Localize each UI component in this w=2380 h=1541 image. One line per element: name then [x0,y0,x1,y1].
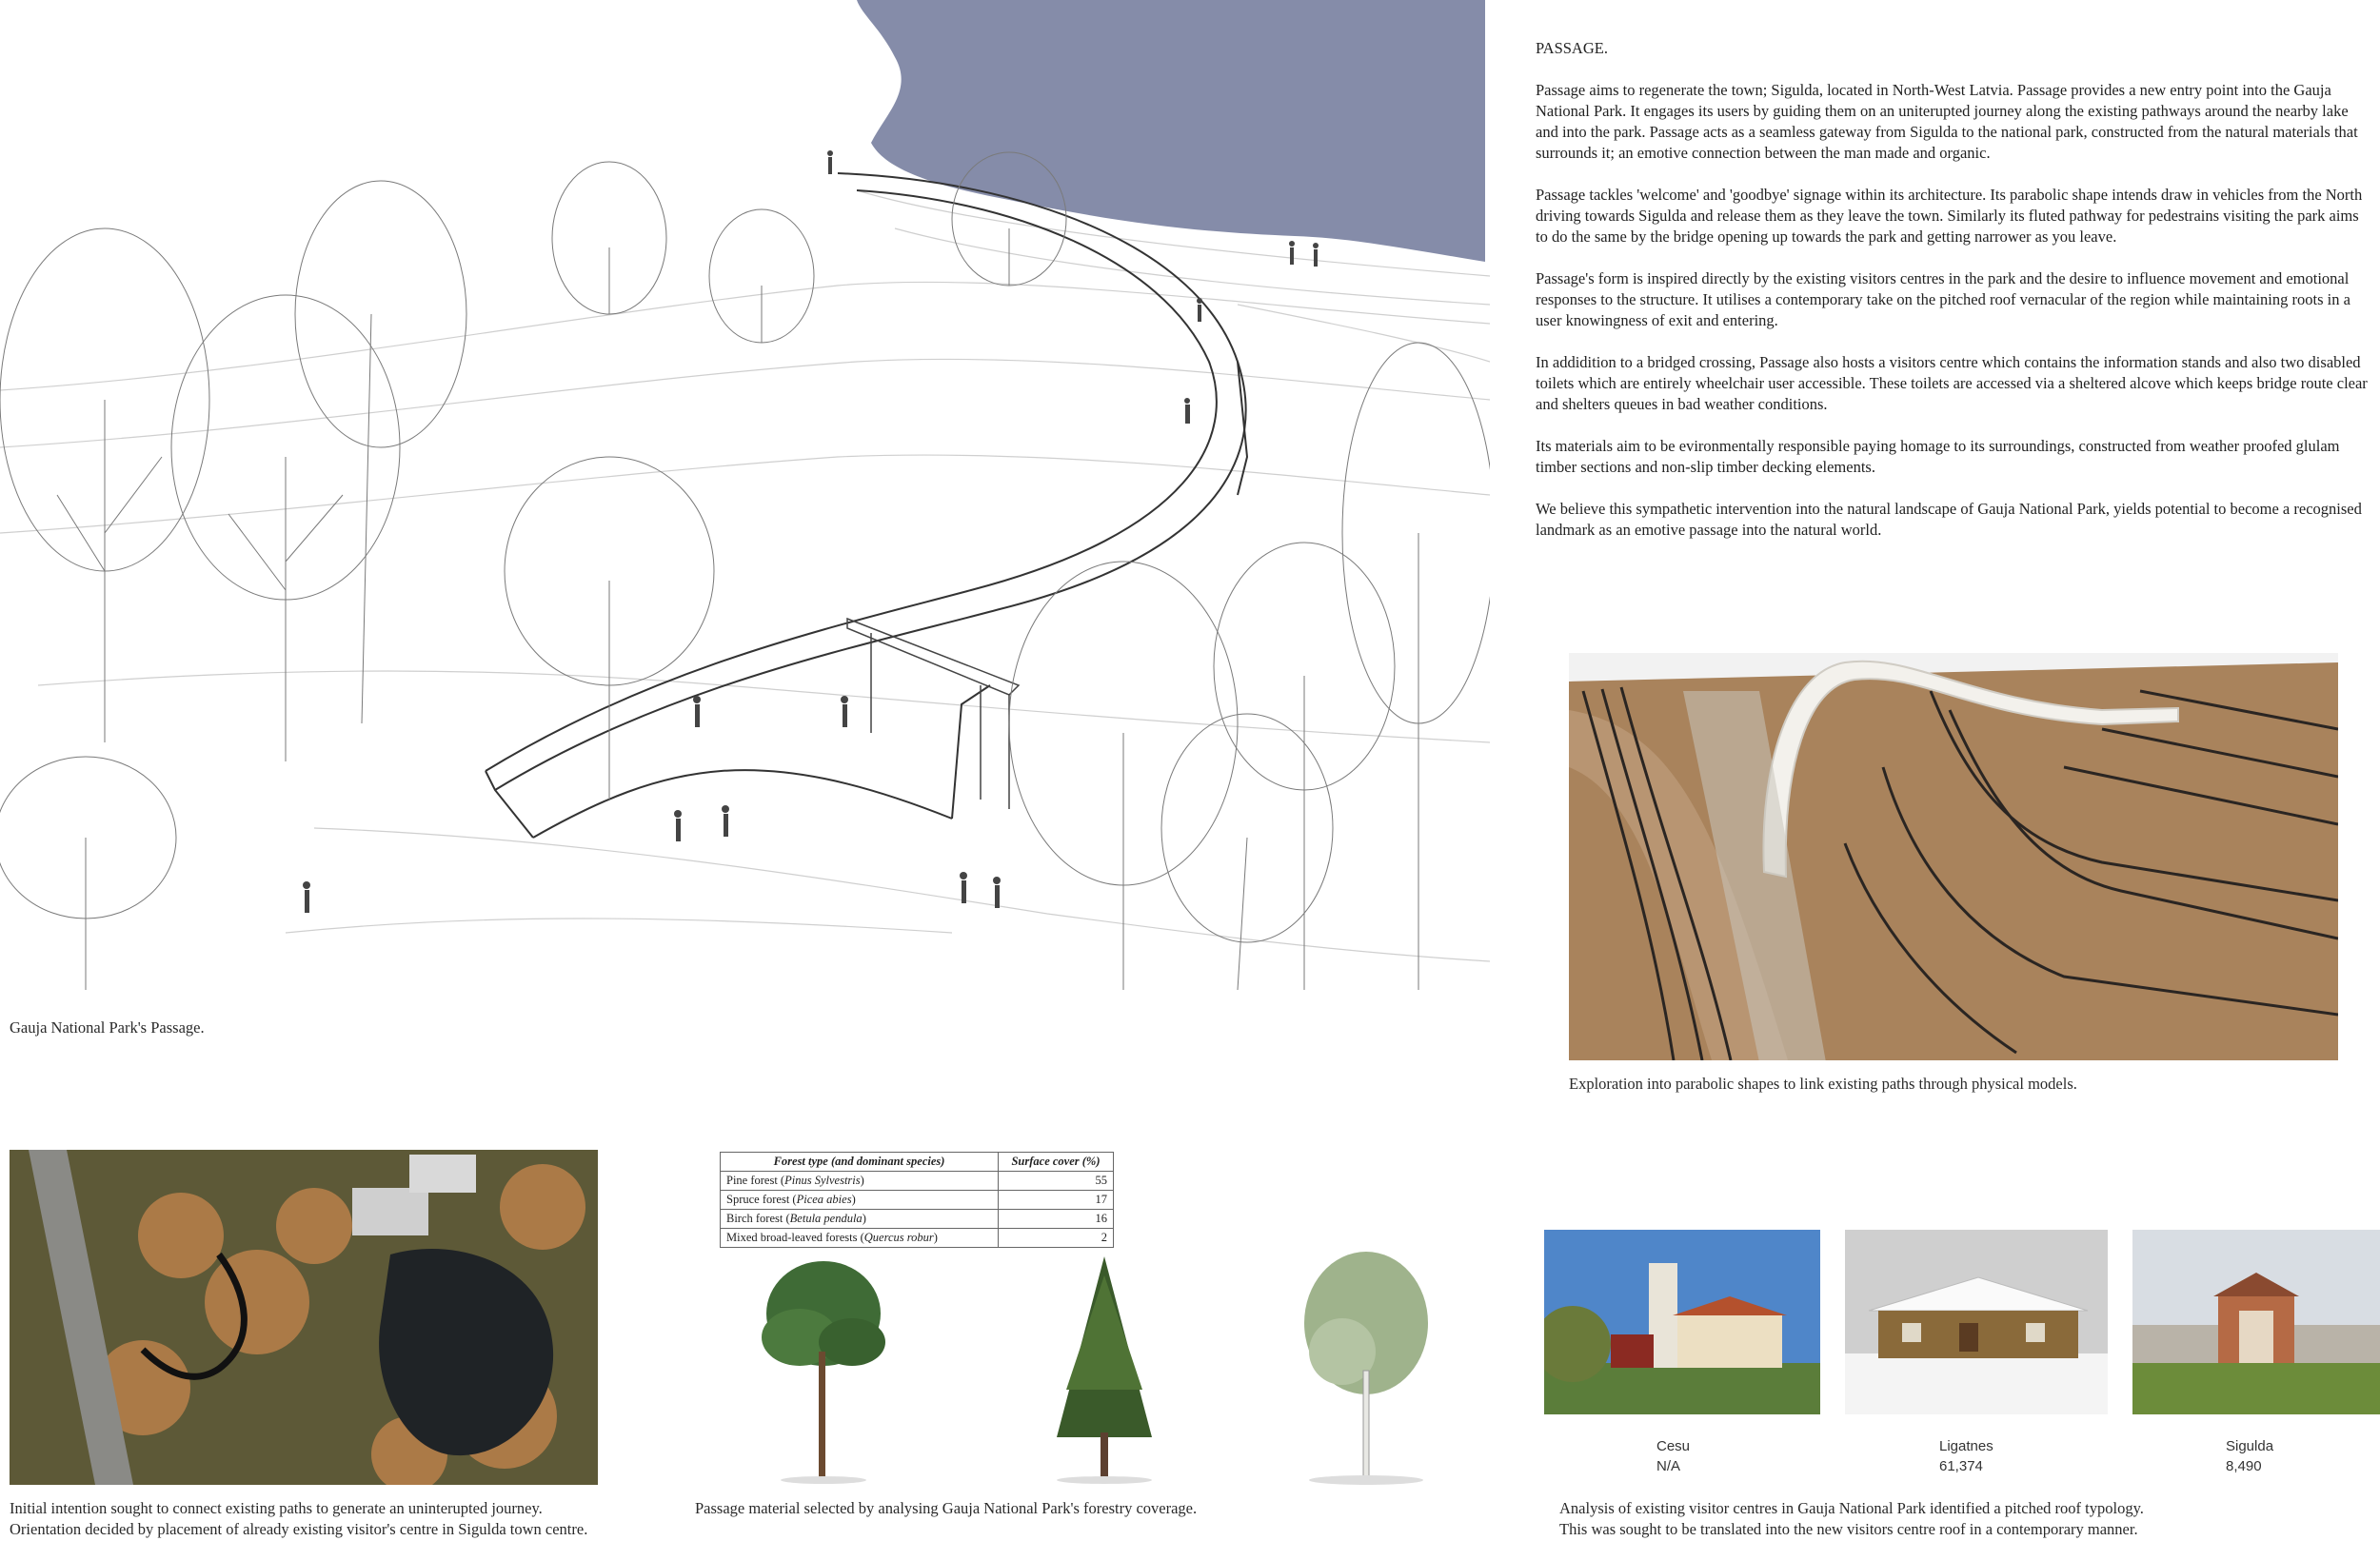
tree-left-4 [0,757,176,990]
centre-name: Ligatnes [1939,1438,1993,1454]
centres-caption-1: Analysis of existing visitor centres in Gauja National Park identified a pitched roof typology. [1559,1499,2144,1517]
pine-tree-image [762,1261,885,1484]
centre-value: 8,490 [2226,1458,2262,1474]
ligatnes-centre-photo [1845,1230,2108,1414]
tree-images [724,1247,1504,1485]
sigulda-label [2226,1436,2273,1476]
sigulda-centre-photo [2132,1230,2380,1414]
centre-value: N/A [1656,1458,1681,1474]
tree-left-3 [295,181,466,723]
main-drawing-caption: Gauja National Park's Passage. [10,1018,205,1037]
tree-mid-2 [552,162,666,314]
aerial-caption-2: Orientation decided by placement of already existing visitor's centre in Sigulda town centre. [10,1520,588,1538]
table-header-row [721,1153,1114,1172]
centre-name: Cesu [1656,1438,1691,1454]
paragraph-2: Passage tackles 'welcome' and 'goodbye' signage within its architecture. Its parabolic shape intends draw in vehicles from the North driving towards Sigulda and release them as they leave the town. Similarly its fluted pathway for pedestrains visiting the park aims to do the same by the bridge opening up towards the park and getting narrower as you leave. [1536,186,2363,246]
tree-mid-1 [505,457,714,800]
table-row: Pine forest (Pinus Sylvestris) 55 [721,1172,1114,1191]
ligatnes-label [1939,1436,1993,1476]
birch-tree-image [1304,1252,1428,1485]
lake [857,0,1485,262]
table-row: Spruce forest (Picea abies) 17 [721,1191,1114,1210]
visitor-centre-roof [847,619,1019,695]
model-caption: Exploration into parabolic shapes to link existing paths through physical models. [1569,1075,2077,1093]
tree-left-2 [171,295,400,761]
table-header: Forest type (and dominant species) [721,1153,999,1172]
model-photo [1569,653,2338,1060]
spruce-tree-image [1057,1256,1152,1484]
table-header: Surface cover (%) [999,1153,1114,1172]
cesu-label [1656,1436,1690,1476]
tree-mid-3 [709,209,814,343]
page-title: PASSAGE. [1536,39,1608,57]
forest-caption: Passage material selected by analysing Gauja National Park's forestry coverage. [695,1499,1198,1517]
centres-caption-2: This was sought to be translated into the new visitors centre roof in a contemporary manner. [1559,1520,2138,1538]
aerial-photo [10,1150,598,1485]
main-drawing [0,0,1490,999]
tree-left-1 [0,228,209,742]
table-row: Birch forest (Betula pendula) 16 [721,1210,1114,1229]
paragraph-5: Its materials aim to be evironmentally responsible paying homage to its surroundings, constructed from weather proofed glulam timber sections and non-slip timber decking elements. [1536,437,2340,476]
cesu-centre-photo [1544,1230,1820,1414]
tree-right-3 [1342,343,1490,990]
tree-right-4 [1161,714,1333,990]
paragraph-6: We believe this sympathetic intervention into the natural landscape of Gauja National Park, yields potential to become a recognised landmark as an emotive passage into the natural world. [1536,500,2362,539]
paragraph-1: Passage aims to regenerate the town; Sigulda, located in North-West Latvia. Passage provides a new entry point into the Gauja National Park. It engages its users by guiding them on an uniterupted journey along the existing pathways around the nearby lake and into the park. Passage acts as a seamless gateway from Sigulda to the national park, constructed from the natural materials that surrounds it; an emotive connection between the man made and organic. [1536,81,2358,162]
paragraph-3: Passage's form is inspired directly by the existing visitors centres in the park and the desire to influence movement and emotional responses to the structure. It utilises a contemporary take on the pitched roof vernacular of the region while maintaining roots in a user knowingness of exit and entering. [1536,269,2350,329]
tree-right-2 [1214,543,1395,990]
table-row: Mixed broad-leaved forests (Quercus robur) 2 [721,1229,1114,1248]
tree-right-1 [1009,562,1238,990]
centre-value: 61,374 [1939,1458,1983,1474]
paragraph-4: In addidition to a bridged crossing, Passage also hosts a visitors centre which contains the information stands and also two disabled toilets which are entirely wheelchair user accessible. These toilets are accessed via a sheltered alcove which keeps bridge route clear and shelters queues in bad weather conditions. [1536,353,2368,413]
main-text [1536,38,2373,562]
centre-name: Sigulda [2226,1438,2274,1454]
aerial-caption-1: Initial intention sought to connect existing paths to generate an uninterupted journey. [10,1499,543,1517]
forest-table [720,1152,1114,1248]
